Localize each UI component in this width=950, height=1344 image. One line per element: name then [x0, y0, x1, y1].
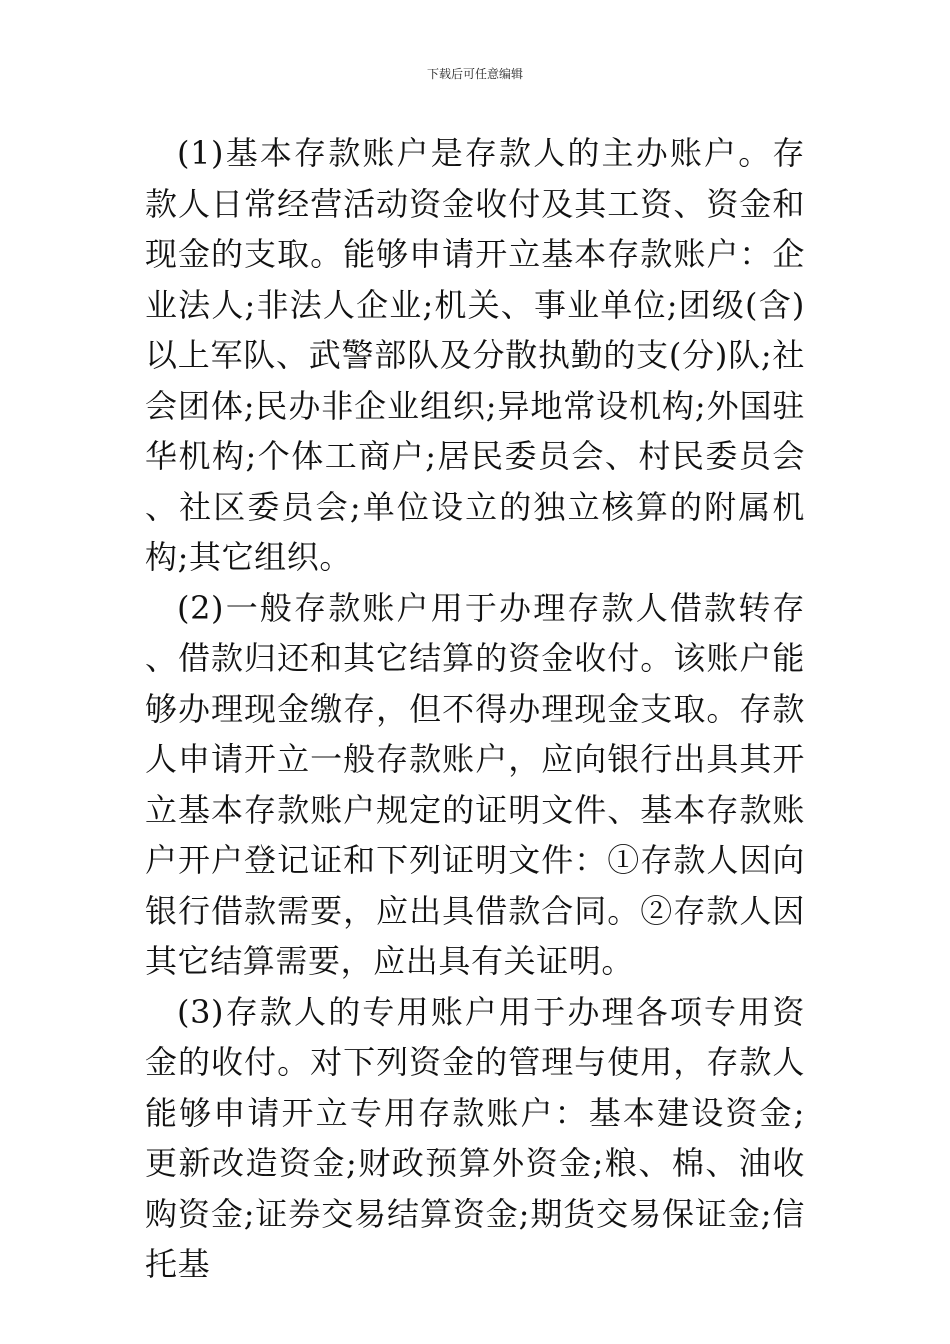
paragraph-special-account: (3)存款人的专用账户用于办理各项专用资金的收付。对下列资金的管理与使用，存款人能够申请开立专用存款账户：基本建设资金;更新改造资金;财政预算外资金;粮、棉、油收购资金;证券交易结算资金;期货交易保证金;信托基: [145, 992, 805, 1283]
document-body: [145, 128, 805, 1290]
paragraph-basic-account: (1)基本存款账户是存款人的主办账户。存款人日常经营活动资金收付及其工资、资金和现金的支取。能够申请开立基本存款账户：企业法人;非法人企业;机关、事业单位;团级(含)以上军队、武警部队及分散执勤的支(分)队;社会团体;民办非企业组织;异地常设机构;外国驻华机构;个体工商户;居民委员会、村民委员会、社区委员会;单位设立的独立核算的附属机构;其它组织。: [145, 134, 805, 576]
page-header: 下载后可任意编辑: [426, 67, 523, 81]
paragraph-general-account: (2)一般存款账户用于办理存款人借款转存、借款归还和其它结算的资金收付。该账户能够办理现金缴存，但不得办理现金支取。存款人申请开立一般存款账户，应向银行出具其开立基本存款账户规定的证明文件、基本存款账户开户登记证和下列证明文件：①存款人因向银行借款需要，应出具借款合同。②存款人因其它结算需要，应出具有关证明。: [145, 588, 805, 980]
